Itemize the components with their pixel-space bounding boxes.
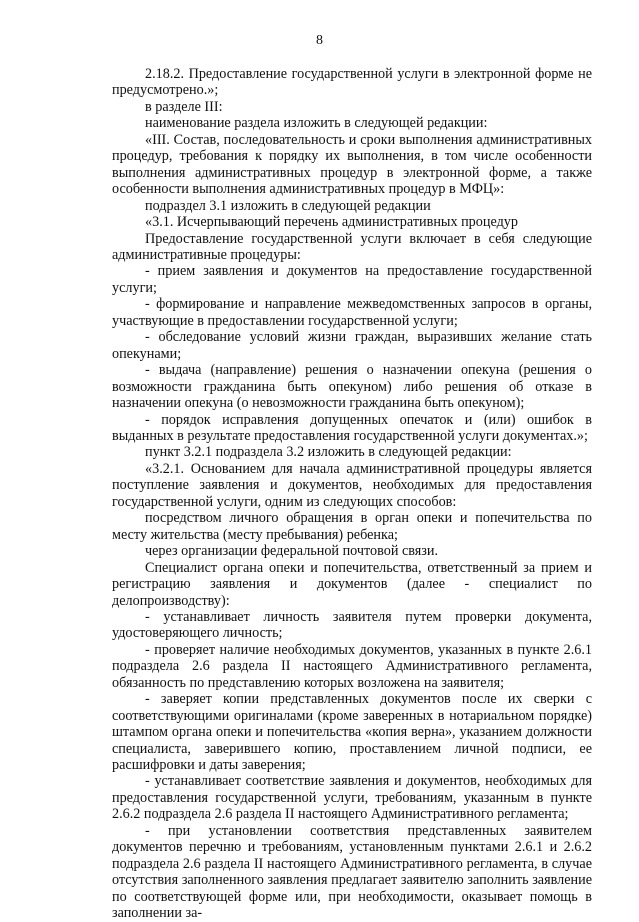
page-number: 8 xyxy=(316,33,323,48)
paragraph-2-18-2: 2.18.2. Предоставление государственной услуги в электронной форме не предусмотрено.»; xyxy=(112,66,592,99)
list-item-specialist-action: - проверяет наличие необходимых документов, указанных в пункте 2.6.1 подраздела 2.6 раздела II настоящего Административного регламента, обязанность по представлению которых возложена на заявителя; xyxy=(112,641,592,691)
list-item-procedure: - прием заявления и документов на предоставление государственной услуги; xyxy=(112,263,592,296)
paragraph-section-iii: в разделе III: xyxy=(145,98,223,115)
paragraph-specialist-intro: Специалист органа опеки и попечительства, ответственный за прием и регистрацию заявления и документов (далее - специалист по делопроизводству): xyxy=(112,559,592,609)
list-item-submission-method: через организации федеральной почтовой связи. xyxy=(145,543,439,560)
paragraph-section-title-intro: наименование раздела изложить в следующей редакции: xyxy=(145,115,488,132)
paragraph-point-3-2-1-intro: пункт 3.2.1 подраздела 3.2 изложить в следующей редакции: xyxy=(145,444,512,461)
paragraph-subsection-3-1-heading: «3.1. Исчерпывающий перечень административных процедур xyxy=(145,214,518,231)
paragraph-subsection-3-1-intro: подраздел 3.1 изложить в следующей редакции xyxy=(145,197,431,214)
list-item-procedure: - выдача (направление) решения о назначении опекуна (решения о возможности гражданина быть опекуном) либо решения об отказе в назначении опекуна (о невозможности гражданина быть опекуном); xyxy=(112,362,592,412)
document-body xyxy=(112,66,592,922)
list-item-specialist-action: - заверяет копии представленных документов после их сверки с соответствующими оригиналами (кроме заверенных в нотариальном порядке) штампом органа опеки и попечительства «копия верна», указанием должности специалиста, заверившего копию, проставлением личной подписи, ее расшифровки и даты заверения; xyxy=(112,691,592,774)
list-item-specialist-action: - устанавливает соответствие заявления и документов, необходимых для предоставления государственной услуги, требованиям, указанным в пункте 2.6.2 подраздела 2.6 раздела II настоящего Административного регламента; xyxy=(112,773,592,823)
paragraph-point-3-2-1: «3.2.1. Основанием для начала административной процедуры является поступление заявления и документов, необходимых для предоставления государственной услуги, одним из следующих способов: xyxy=(112,460,592,510)
list-item-procedure: - обследование условий жизни граждан, выразивших желание стать опекунами; xyxy=(112,329,592,362)
list-item-procedure: - порядок исправления допущенных опечаток и (или) ошибок в выданных в результате предоставления государственной услуги документах.»; xyxy=(112,411,592,444)
paragraph-section-iii-title: «III. Состав, последовательность и сроки выполнения административных процедур, требования к порядку их выполнения, в том числе особенности выполнения административных процедур в электронной форме, а также особенности выполнения административных процедур в МФЦ»: xyxy=(112,131,592,198)
paragraph-procedures-intro: Предоставление государственной услуги включает в себя следующие административные процедуры: xyxy=(112,230,592,263)
list-item-submission-method: посредством личного обращения в орган опеки и попечительства по месту жительства (месту пребывания) ребенка; xyxy=(112,510,592,543)
list-item-specialist-action: - устанавливает личность заявителя путем проверки документа, удостоверяющего личность; xyxy=(112,608,592,642)
list-item-specialist-action: - при установлении соответствия представленных заявителем документов перечню и требованиям, установленным пунктами 2.6.1 и 2.6.2 подраздела 2.6 раздела II настоящего Административного регламента, в случае отсутствия заполненного заявления предлагает заявителю заполнить заявление по соответствующей форме или, при необходимости, оказывает помощь в заполнении за- xyxy=(112,822,592,922)
list-item-procedure: - формирование и направление межведомственных запросов в органы, участвующие в предоставлении государственной услуги; xyxy=(112,296,592,329)
